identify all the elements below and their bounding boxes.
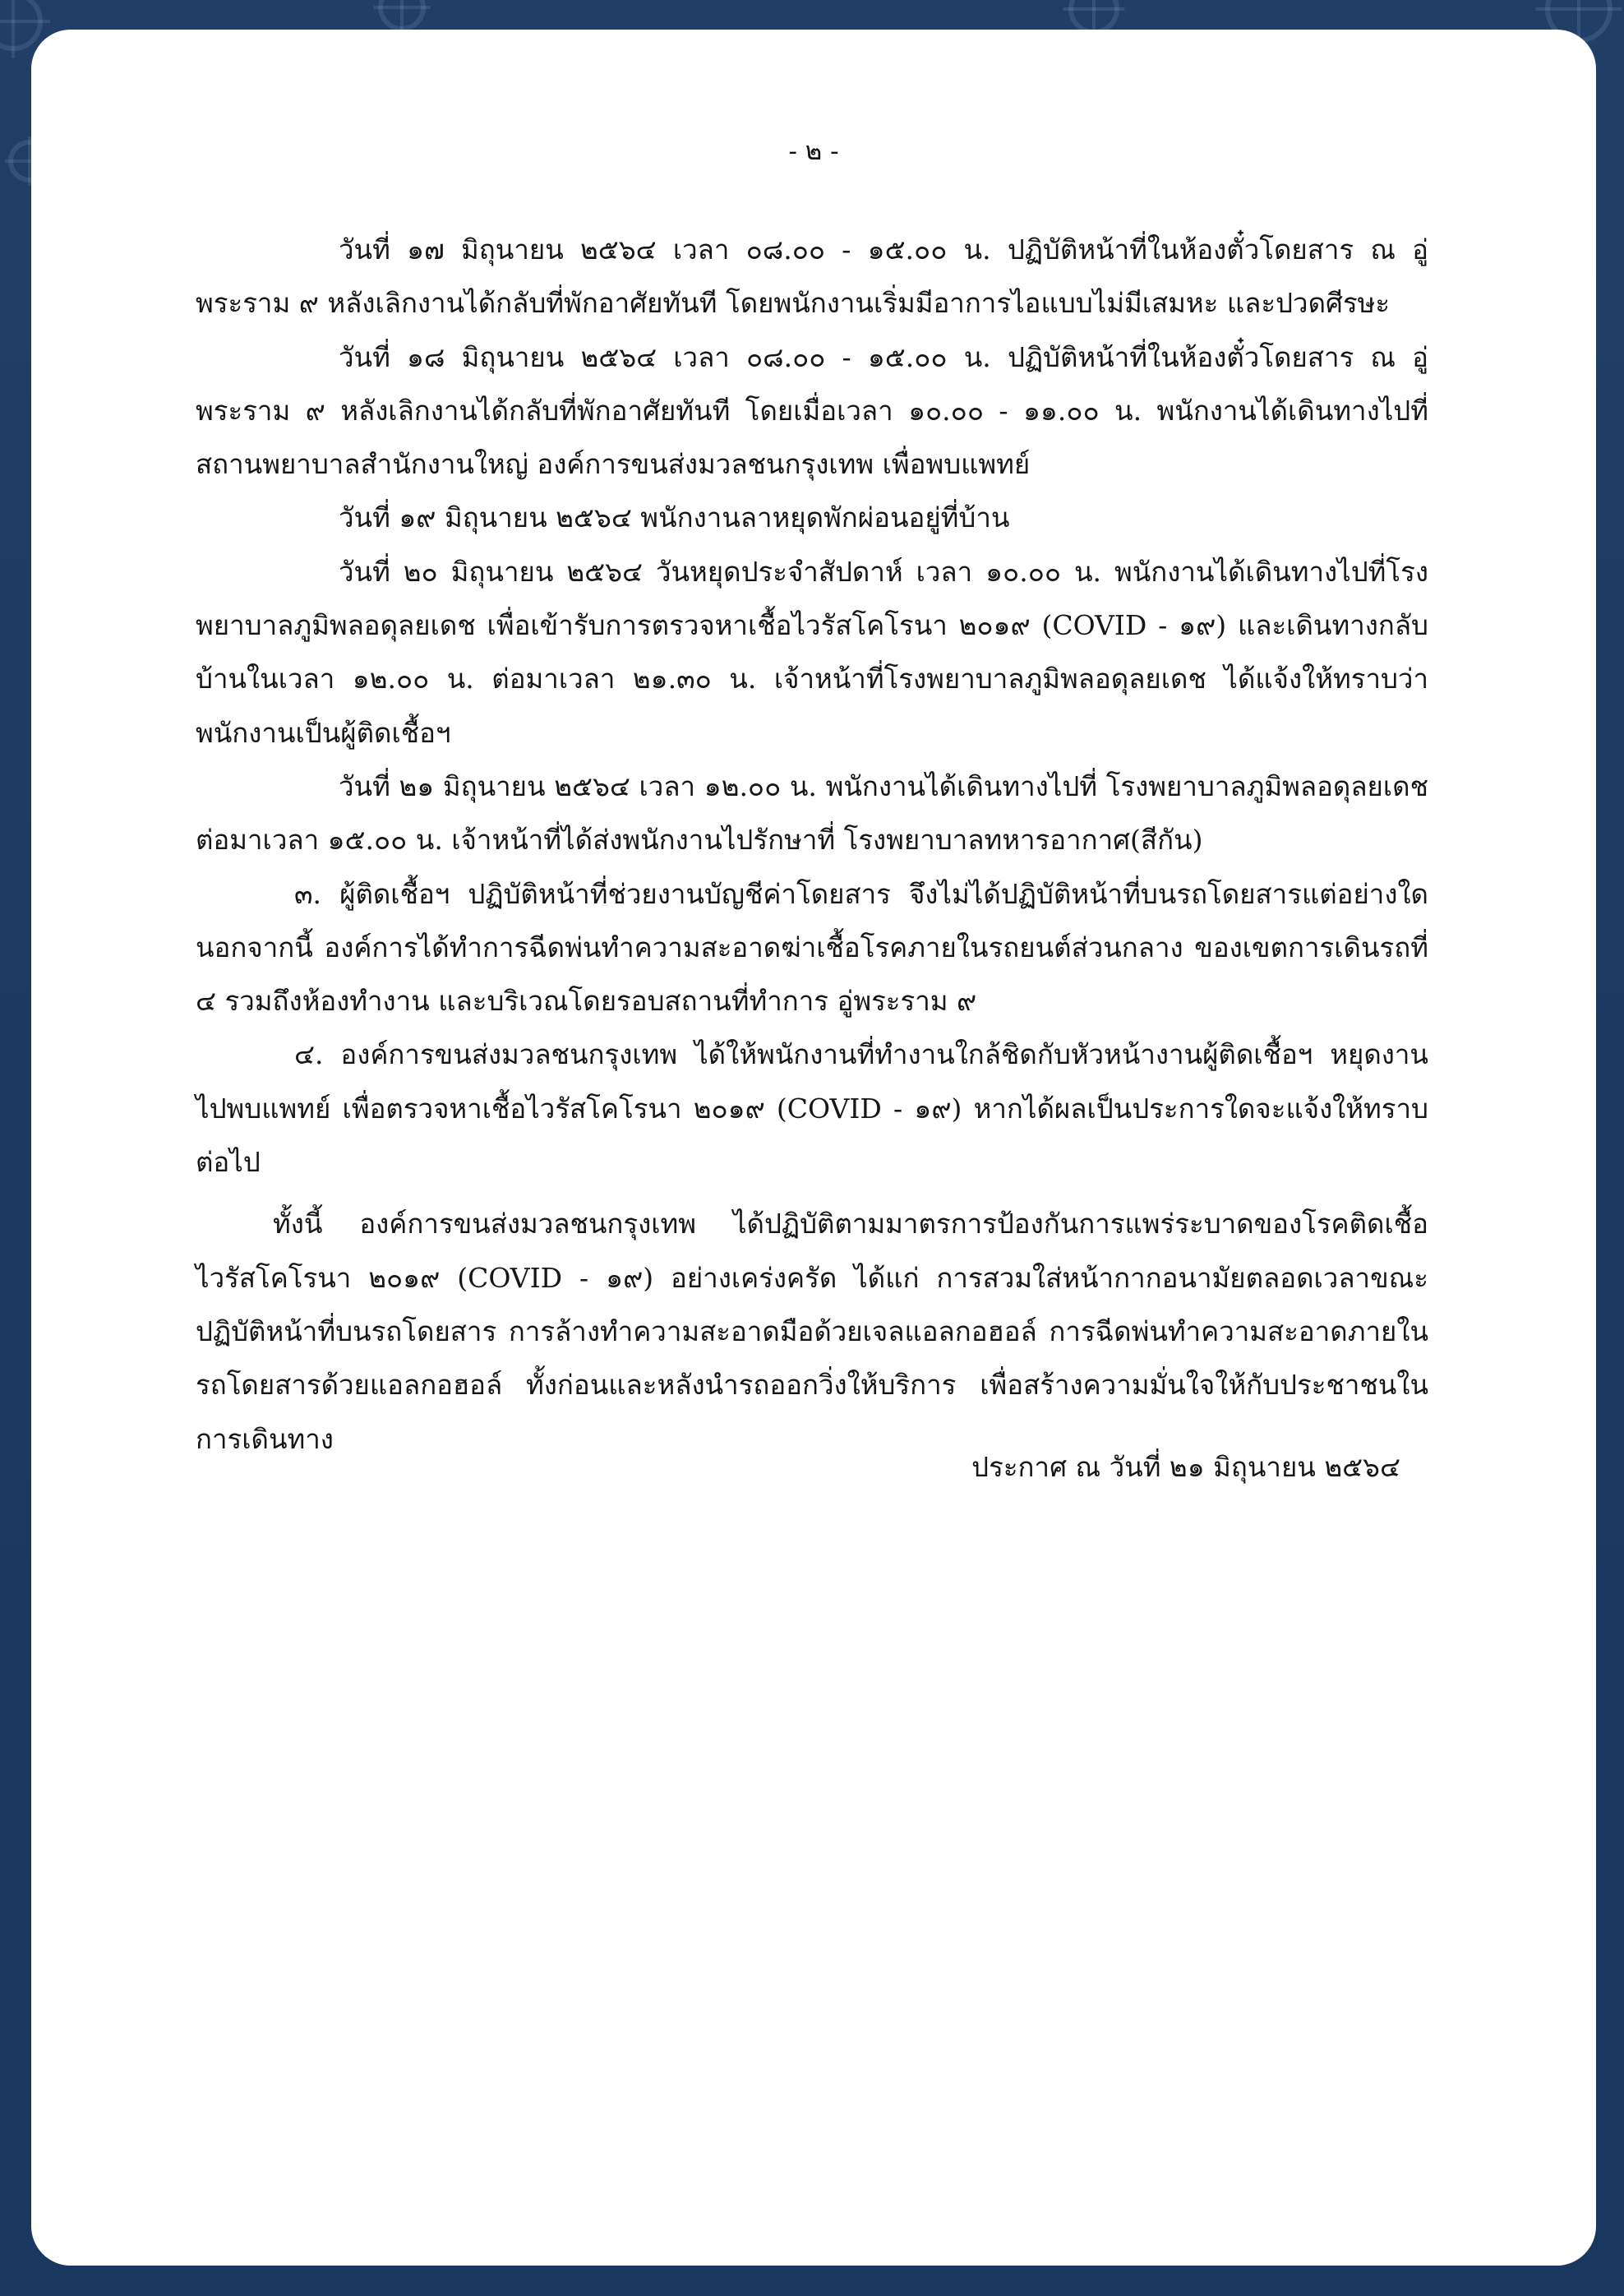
paragraph-june-21: วันที่ ๒๑ มิถุนายน ๒๕๖๔ เวลา ๑๒.๐๐ น. พนักงานได้เดินทางไปที่ โรงพยาบาลภูมิพลอดุลยเดช ต่อมาเวลา ๑๕.๐๐ น. เจ้าหน้าที่ได้ส่งพนักงานไปรักษาที่ โรงพยาบาลทหารอากาศ(สีกัน) [196, 769, 1428, 857]
document-body [196, 223, 1428, 1466]
paragraph-item-4: ๔. องค์การขนส่งมวลชนกรุงเทพ ได้ให้พนักงานที่ทำงานใกล้ชิดกับหัวหน้างานผู้ติดเชื้อฯ หยุดงานไปพบแพทย์ เพื่อตรวจหาเชื้อไวรัสโคโรนา ๒๐๑๙ (COVID - ๑๙) หากได้ผลเป็นประการใดจะแจ้งให้ทราบต่อไป [196, 1038, 1428, 1179]
virus-decoration-icon [378, 0, 426, 31]
page-number: - ๒ - [788, 136, 839, 166]
paragraph-item-3: ๓. ผู้ติดเชื้อฯ ปฏิบัติหน้าที่ช่วยงานบัญชีค่าโดยสาร จึงไม่ได้ปฏิบัติหน้าที่บนรถโดยสารแต่อย่างใด นอกจากนี้ องค์การได้ทำการฉีดพ่นทำความสะอาดฆ่าเชื้อโรคภายในรถยนต์ส่วนกลาง ของเขตการเดินรถที่ ๔ รวมถึงห้องทำงาน และบริเวณโดยรอบสถานที่ทำการ อู่พระราม ๙ [196, 877, 1428, 1018]
paragraph-conclusion: ทั้งนี้ องค์การขนส่งมวลชนกรุงเทพ ได้ปฏิบัติตามมาตรการป้องกันการแพร่ระบาดของโรคติดเชื้อไวรัสโคโรนา ๒๐๑๙ (COVID - ๑๙) อย่างเคร่งครัด ได้แก่ การสวมใส่หน้ากากอนามัยตลอดเวลาขณะปฏิบัติหน้าที่บนรถโดยสาร การล้างทำความสะอาดมือด้วยเจลแอลกอฮอล์ การฉีดพ่นทำความสะอาดภายในรถโดยสารด้วยแอลกอฮอล์ ทั้งก่อนและหลังนำรถออกวิ่งให้บริการ เพื่อสร้างความมั่นใจให้กับประชาชนในการเดินทาง [196, 1208, 1428, 1455]
announcement-date: ประกาศ ณ วันที่ ๒๑ มิถุนายน ๒๕๖๔ [971, 1451, 1400, 1483]
paragraph-june-18: วันที่ ๑๘ มิถุนายน ๒๕๖๔ เวลา ๐๘.๐๐ - ๑๕.๐๐ น. ปฏิบัติหน้าที่ในห้องตั๋วโดยสาร ณ อู่พระราม ๙ หลังเลิกงานได้กลับที่พักอาศัยทันที โดยเมื่อเวลา ๑๐.๐๐ - ๑๑.๐๐ น. พนักงานได้เดินทางไปที่สถานพยาบาลสำนักงานใหญ่ องค์การขนส่งมวลชนกรุงเทพ เพื่อพบแพทย์ [196, 340, 1428, 481]
virus-decoration-icon [0, 0, 43, 51]
paragraph-june-17: วันที่ ๑๗ มิถุนายน ๒๕๖๔ เวลา ๐๘.๐๐ - ๑๕.๐๐ น. ปฏิบัติหน้าที่ในห้องตั๋วโดยสาร ณ อู่พระราม ๙ หลังเลิกงานได้กลับที่พักอาศัยทันที โดยพนักงานเริ่มมีอาการไอแบบไม่มีเสมหะ และปวดศีรษะ [196, 233, 1428, 320]
paragraph-june-19: วันที่ ๑๙ มิถุนายน ๒๕๖๔ พนักงานลาหยุดพักผ่อนอยู่ที่บ้าน [339, 501, 1010, 534]
paragraph-june-20: วันที่ ๒๐ มิถุนายน ๒๕๖๔ วันหยุดประจำสัปดาห์ เวลา ๑๐.๐๐ น. พนักงานได้เดินทางไปที่โรงพยาบาลภูมิพลอดุลยเดช เพื่อเข้ารับการตรวจหาเชื้อไวรัสโคโรนา ๒๐๑๙ (COVID - ๑๙) และเดินทางกลับบ้านในเวลา ๑๒.๐๐ น. ต่อมาเวลา ๒๑.๓๐ น. เจ้าหน้าที่โรงพยาบาลภูมิพลอดุลยเดช ได้แจ้งให้ทราบว่าพนักงานเป็นผู้ติดเชื้อฯ [196, 555, 1428, 749]
spacer [196, 1189, 1428, 1197]
document-page [31, 30, 1596, 2266]
